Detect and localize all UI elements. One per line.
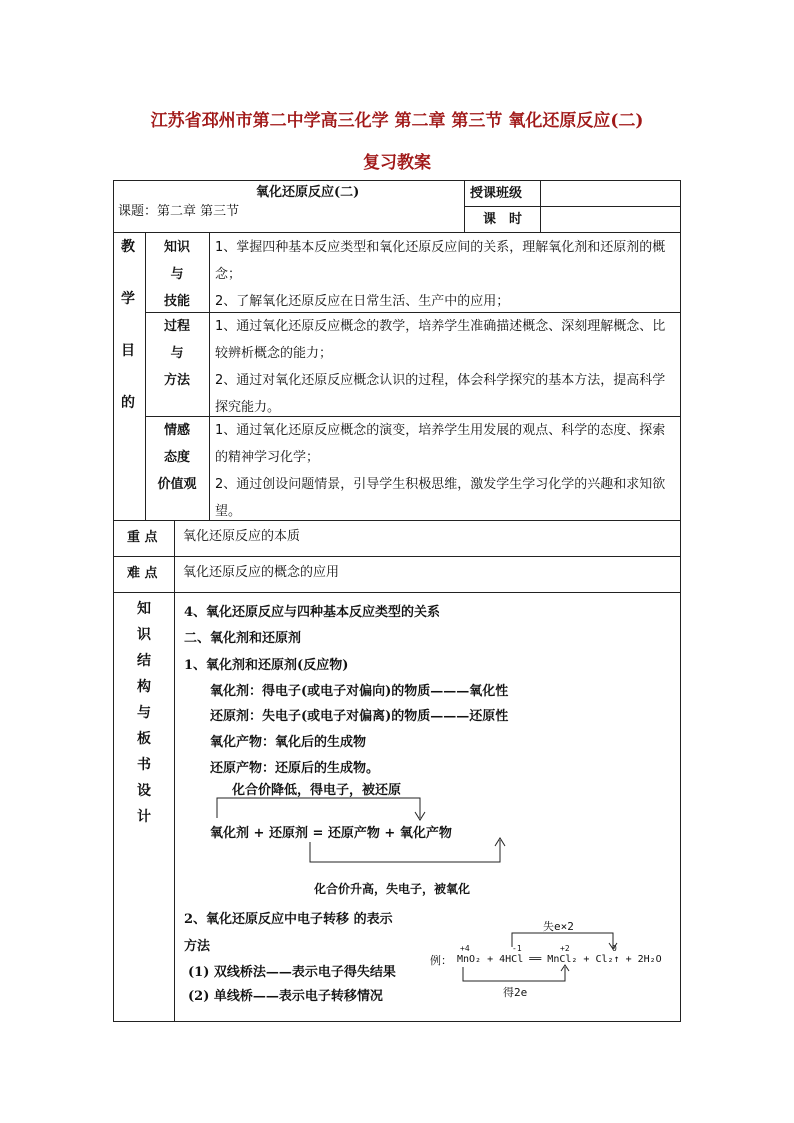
example-equation: MnO₂ + 4HCl ══ MnCl₂ + Cl₂↑ + 2H₂O [457, 954, 662, 965]
knowledge-label-char: 书 [137, 757, 151, 773]
knowledge-label-char: 板 [137, 731, 151, 747]
objective-category: 知识 与 技能 [163, 240, 190, 309]
difficult-point-label: 难 点 [127, 566, 158, 581]
redox-equation: 氧化剂 + 还原剂 = 还原产物 + 氧化产物 [210, 826, 452, 841]
objective-text: 2、了解氧化还原反应在日常生活、生产中的应用； [215, 294, 510, 309]
document-title: 江苏省邳州市第二中学高三化学 第二章 第三节 氧化还原反应(二) [150, 111, 644, 131]
knowledge-label-char: 构 [137, 679, 151, 695]
objective-items [215, 417, 677, 525]
knowledge-label-char: 设 [137, 783, 151, 799]
ox-state: +4 [460, 944, 470, 953]
objective-text: 2、通过对氧化还原反应概念认识的过程，体会科学探究的基本方法，提高科学探究能力。 [215, 373, 666, 415]
knowledge-line: 还原剂：失电子(或电子对偏离)的物质———还原性 [210, 709, 509, 724]
objective-text: 1、掌握四种基本反应类型和氧化还原反应间的关系，理解氧化剂和还原剂的概念； [215, 240, 666, 282]
topic-title: 氧化还原反应(二) [256, 185, 360, 200]
objectives-label-char: 的 [121, 395, 135, 411]
ox-state: 0 [612, 944, 617, 953]
key-point-label: 重 点 [127, 530, 158, 545]
example-prefix: 例： [430, 954, 452, 967]
objective-items [215, 313, 677, 421]
knowledge-line: 1、氧化剂和还原剂(反应物) [184, 658, 349, 673]
objectives-label-char: 目 [121, 343, 135, 359]
objective-category: 情感 态度 价值观 [157, 423, 197, 492]
transfer-title-cont: 方法 [184, 939, 211, 954]
diagram-bottom-label: 化合价升高，失电子，被氧化 [314, 882, 471, 896]
knowledge-label-char: 与 [137, 705, 151, 721]
knowledge-label-char: 识 [137, 627, 151, 643]
knowledge-line: 还原产物：还原后的生成物。 [210, 761, 380, 776]
objective-text: 1、通过氧化还原反应概念的教学，培养学生准确描述概念、深刻理解概念、比较辨析概念的能力； [215, 319, 666, 361]
knowledge-line: 4、氧化还原反应与四种基本反应类型的关系 [184, 605, 441, 620]
ox-state: -1 [512, 944, 522, 953]
objective-category: 过程 与 方法 [163, 319, 190, 388]
key-point-text: 氧化还原反应的本质 [183, 529, 301, 544]
difficult-point-text: 氧化还原反应的概念的应用 [183, 565, 340, 580]
class-label: 授课班级 [470, 186, 523, 201]
redox-arrows [200, 770, 520, 870]
knowledge-line: 氧化产物：氧化后的生成物 [210, 735, 367, 750]
document-subtitle: 复习教案 [363, 153, 431, 173]
knowledge-line: 氧化剂：得电子(或电子对偏向)的物质———氧化性 [210, 684, 509, 699]
knowledge-label-char: 知 [137, 601, 151, 617]
objective-text: 2、通过创设问题情景，引导学生积极思维，激发学生学习化学的兴趣和求知欲望。 [215, 477, 666, 519]
knowledge-label-char: 计 [137, 809, 151, 825]
method-single-bridge: (2) 单线桥——表示电子转移情况 [188, 989, 383, 1004]
diagram-top-label: 化合价降低，得电子，被还原 [232, 783, 402, 798]
example-top-label: 失e×2 [543, 920, 574, 933]
objectives-label-char: 学 [121, 291, 135, 307]
ox-state: +2 [560, 944, 570, 953]
period-label: 课 时 [483, 212, 523, 227]
subject-label: 课题：第二章 第三节 [118, 204, 240, 219]
transfer-title: 2、氧化还原反应中电子转移 的表示 [184, 912, 393, 927]
example-bottom-label: 得2e [503, 986, 528, 999]
knowledge-label-char: 结 [137, 653, 151, 669]
method-double-bridge: (1) 双线桥法——表示电子得失结果 [188, 965, 396, 980]
objectives-label-char: 教 [121, 239, 135, 255]
objective-text: 1、通过氧化还原反应概念的演变，培养学生用发展的观点、科学的态度、探索的精神学习化学； [215, 423, 666, 465]
knowledge-line: 二、氧化剂和还原剂 [184, 631, 302, 646]
objective-items [215, 234, 677, 315]
